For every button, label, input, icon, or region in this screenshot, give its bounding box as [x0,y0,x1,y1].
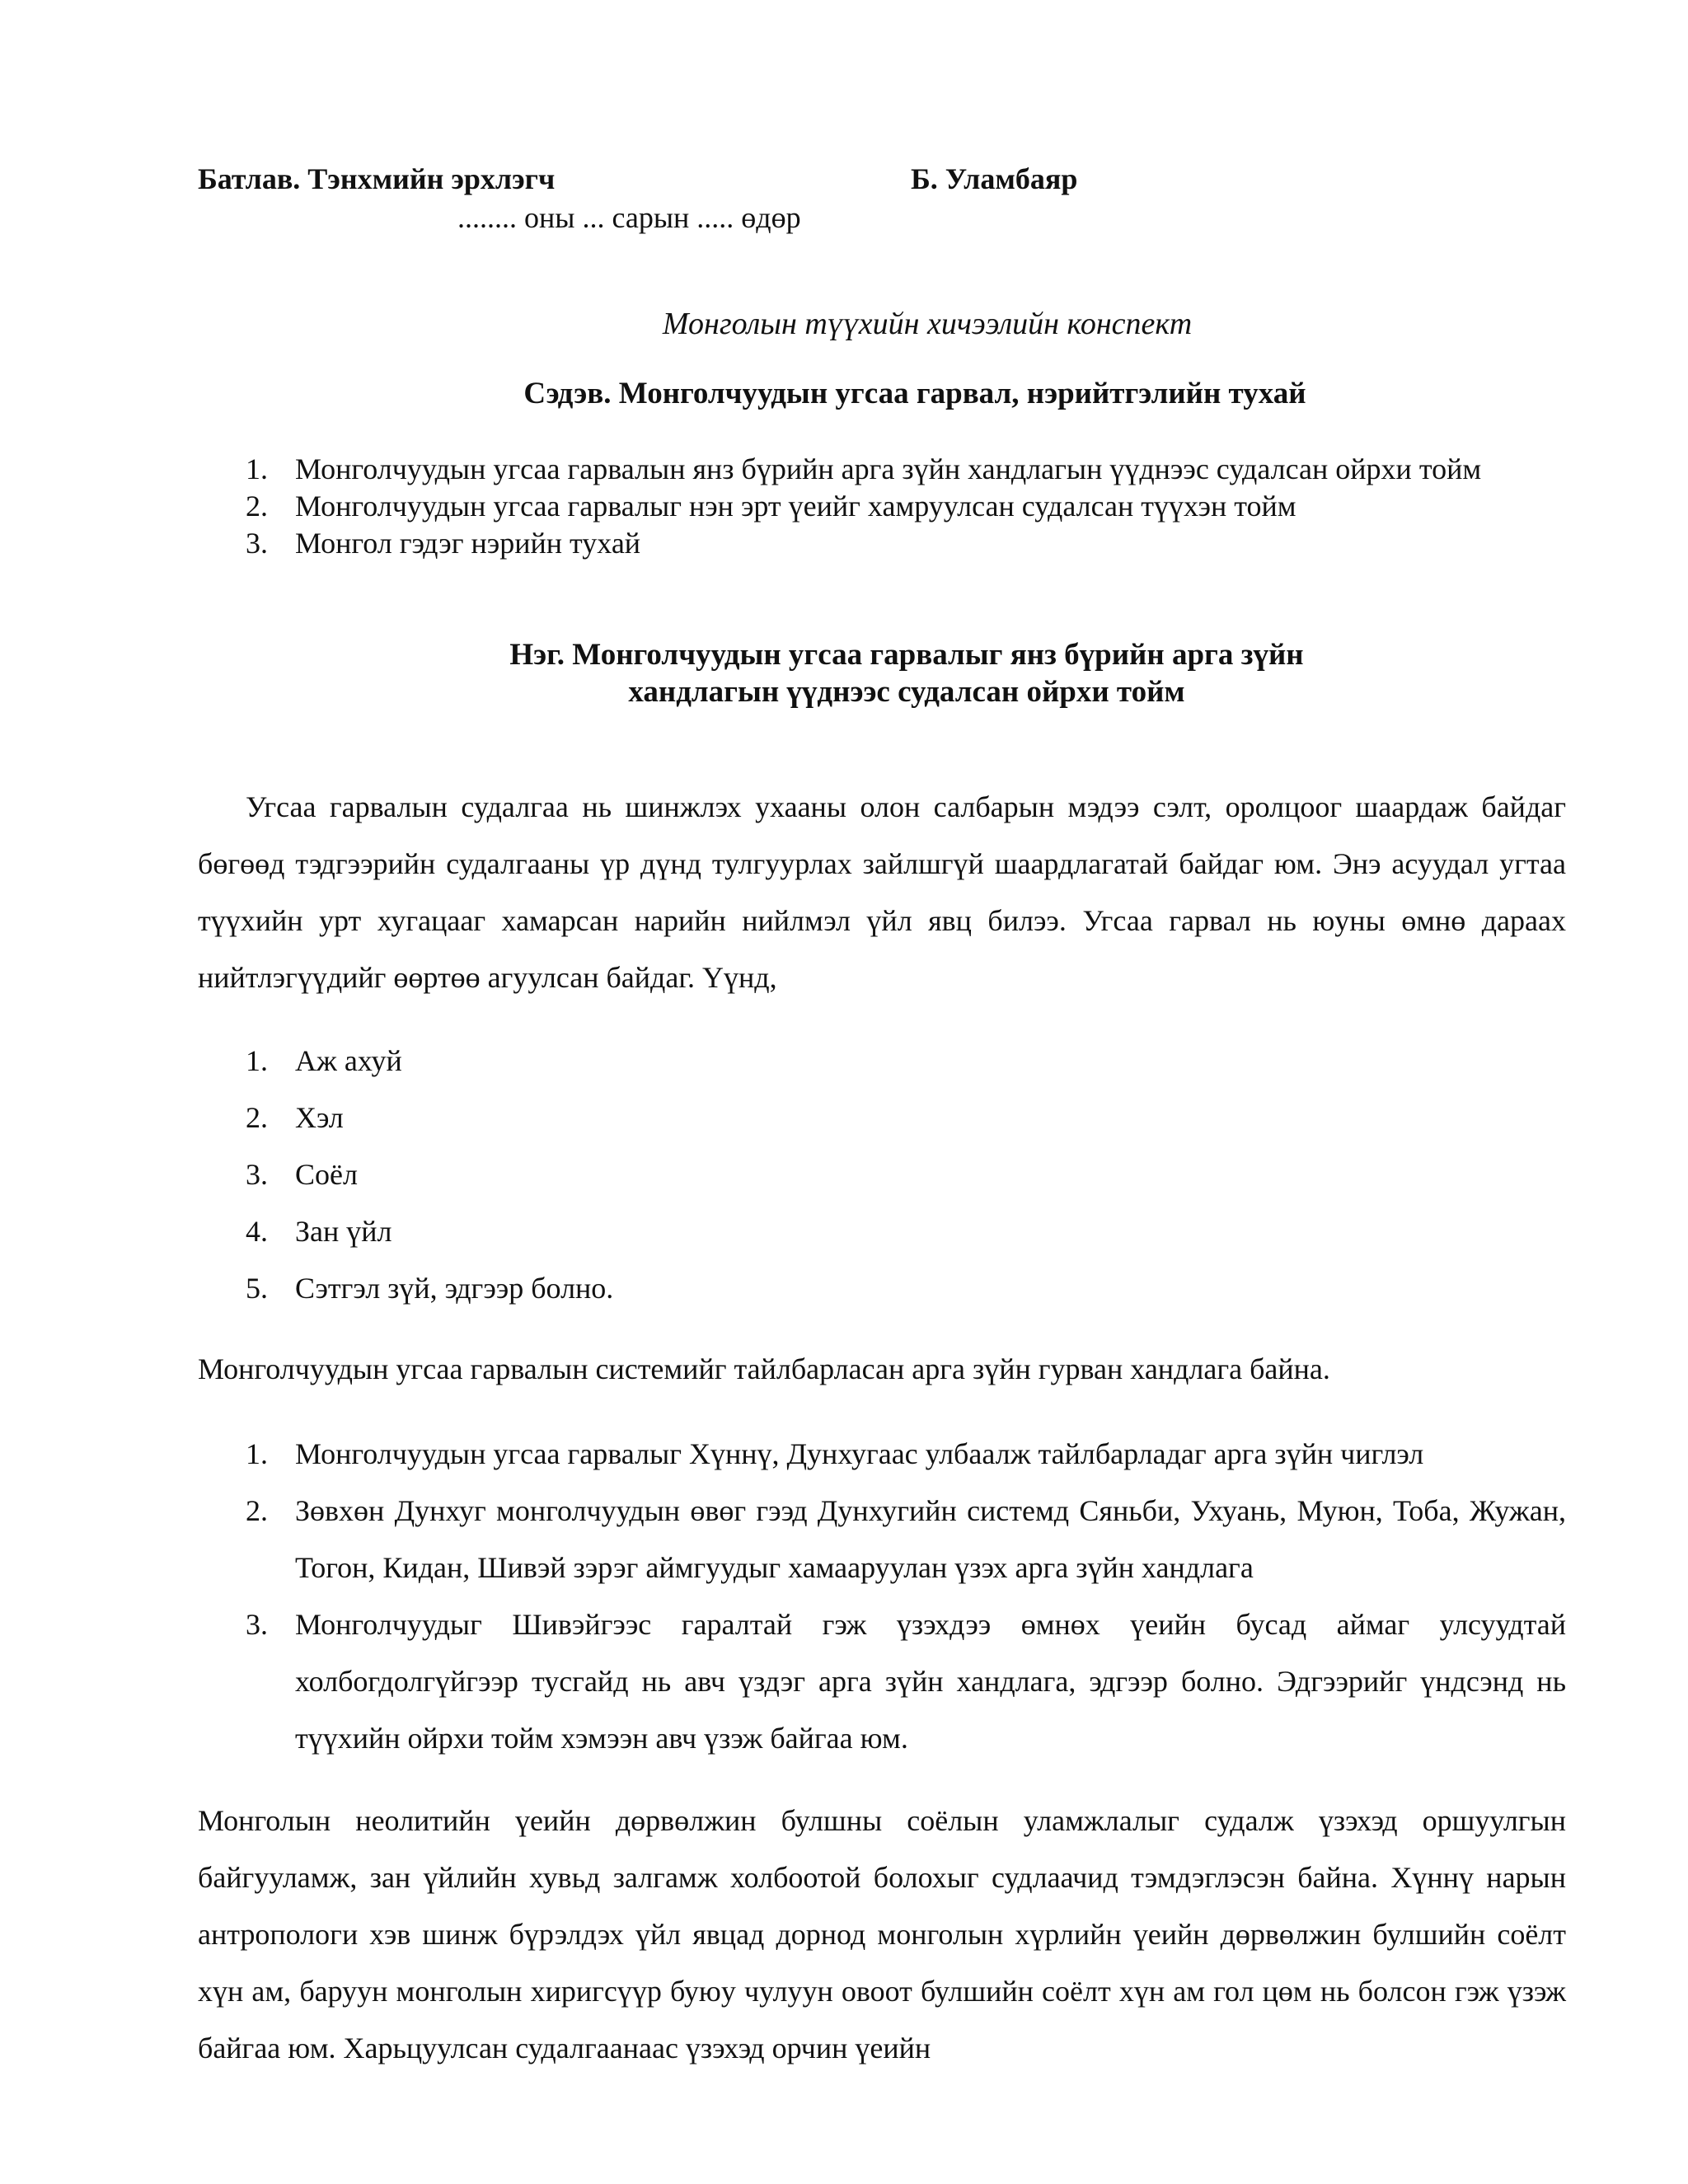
section-heading-line-1: Нэг. Монголчуудын угсаа гарвалыг янз бүрийн арга зүйн [509,638,1304,672]
list-item-number: 1. [246,1437,268,1470]
list-item [198,1260,1566,1317]
list-item-text: Монголчуудыг Шивэйгээс гаралтай гэж үзэхдээ өмнөх үеийн бусад аймаг улсуудтай холбогдолгүйгээр тусгайд нь авч үздэг арга зүйн хандлага, эдгээр болно. Эдгээрийг үндсэнд нь түүхийн ойрхи тойм хэмээн авч үзэж байгаа юм. [295,1608,1566,1755]
approaches-intro-paragraph: Монголчуудын угсаа гарвалын системийг тайлбарласан арга зүйн гурван хандлага байна. [198,1352,1330,1385]
list-item-text: Соёл [295,1158,358,1191]
list-item-text: Зан үйл [295,1215,392,1248]
list-item-text: Монголчуудын угсаа гарвалын янз бүрийн арга зүйн хандлагын үүднээс судалсан ойрхи тойм [295,452,1482,485]
intro-paragraph: Угсаа гарвалын судалгаа нь шинжлэх ухааны олон салбарын мэдээ сэлт, оролцоог шаардаж байдаг бөгөөд тэдгээрийн судалгааны үр дүнд тулгуурлах зайлшгүй шаардлагатай байдаг юм. Энэ асуудал угтаа түүхийн урт хугацааг хамарсан нарийн нийлмэл үйл явц билээ. Угсаа гарвал нь юуны өмнө дараах нийтлэгүүдийг өөртөө агуулсан байдаг. Үүнд, [198,790,1566,994]
list-item-number: 2. [246,1494,268,1527]
list-item [198,1203,1566,1260]
list-item-text: Сэтгэл зүй, эдгээр болно. [295,1272,614,1305]
topic-outline-list [198,451,1566,562]
list-item-text: Аж ахуй [295,1044,402,1077]
list-item-number: 2. [246,1101,268,1134]
list-item [198,525,1566,562]
list-item-number: 4. [246,1215,268,1248]
list-item [198,1483,1566,1596]
list-item-number: 1. [246,1044,268,1077]
list-item-number: 3. [246,1608,268,1641]
factors-list [198,1033,1566,1317]
approval-line [198,161,1566,197]
list-item-number: 2. [246,490,268,523]
list-item [198,451,1566,488]
list-item [198,1090,1566,1146]
topic-heading: Сэдэв. Монголчуудын угсаа гарвал, нэрийтгэлийн тухай [523,377,1306,410]
list-item [198,1426,1566,1483]
list-item [198,488,1566,525]
list-item-number: 1. [246,452,268,485]
list-item-text: Монголчуудын угсаа гарвалыг Хүннү, Дунхугаас улбаалж тайлбарладаг арга зүйн чиглэл [295,1437,1424,1470]
document-subtitle: Монголын түүхийн хичээлийн конспект [662,307,1193,341]
list-item [198,1146,1566,1203]
section-heading-line-2: хандлагын үүднээс судалсан ойрхи тойм [628,675,1185,709]
list-item-number: 3. [246,527,268,560]
approval-label: Батлав. Тэнхмийн эрхлэгч [198,162,556,195]
list-item-number: 5. [246,1272,268,1305]
approaches-list [198,1426,1566,1767]
list-item [198,1596,1566,1767]
approval-date-line: ........ оны ... сарын ..... өдөр [457,201,801,234]
list-item-text: Хэл [295,1101,344,1134]
list-item-text: Монголчуудын угсаа гарвалыг нэн эрт үеийг хамруулсан судалсан түүхэн тойм [295,490,1296,523]
document-page [198,0,1566,2184]
list-item [198,1033,1566,1090]
neolithic-paragraph: Монголын неолитийн үеийн дөрвөлжин булшны соёлын уламжлалыг судалж үзэхэд оршуулгын байгууламж, зан үйлийн хувьд залгамж холбоотой болохыг судлаачид тэмдэглэсэн байна. Хүннү нарын антропологи хэв шинж бүрэлдэх үйл явцад дорнод монголын хүрлийн үеийн дөрвөлжин булшийн соёлт хүн ам, баруун монголын хиригсүүр буюу чулуун овоот булшийн соёлт хүн ам гол цөм нь болсон гэж үзэж байгаа юм. Харьцуулсан судалгаанаас үзэхэд орчин үеийн [198,1804,1566,2064]
list-item-text: Монгол гэдэг нэрийн тухай [295,527,641,560]
list-item-number: 3. [246,1158,268,1191]
section-heading [198,636,1566,710]
list-item-text: Зөвхөн Дунхуг монголчуудын өвөг гээд Дунхугийн системд Сяньби, Ухуань, Муюн, Тоба, Жужан, Тогон, Кидан, Шивэй зэрэг аймгуудыг хамааруулан үзэх арга зүйн хандлага [295,1494,1566,1584]
approver-name: Б. Уламбаяр [911,162,1078,195]
